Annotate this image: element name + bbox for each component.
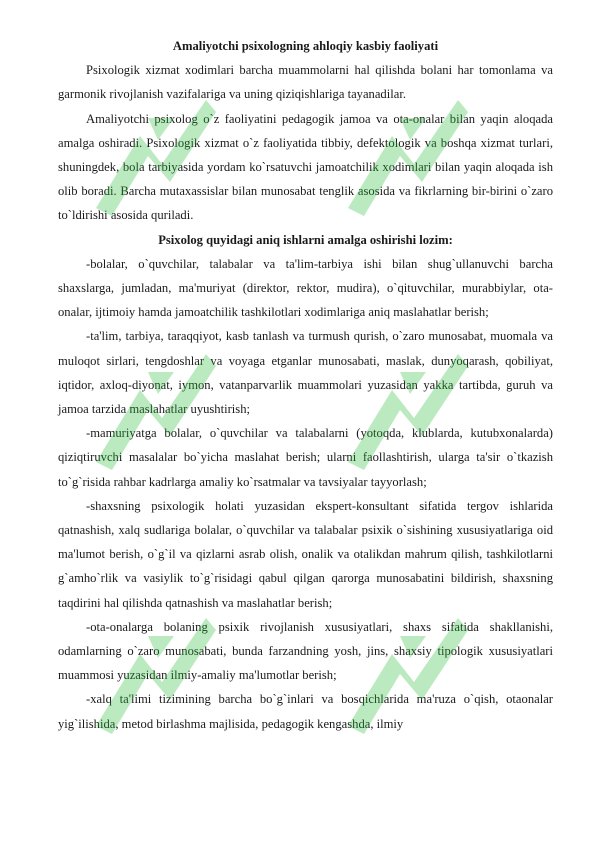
list-item-text: ta'lim, tarbiya, taraqqiyot, kasb tanlash va turmush qurish, o`zaro munosabat, muomala va muloqot sirlari, tengdoshlar va voyaga etganlar munosabati, maslak, dunyoqarash, qobiliyat, iqtidor, axloq-diyonat, iymon, vatanparvarlik muammolari yuzasidan yakka tartibda, guruh va jamoa tarzida maslahatlar uyushtirish; xyxy=(58,329,553,417)
list-item xyxy=(58,324,553,421)
paragraph-2: Amaliyotchi psixolog o`z faoliyatini pedagogik jamoa va ota-onalar bilan yaqin aloqada amalga oshiradi. Psixologik xizmat o`z faoliyatida tibbiy, defektologik va boshqa xizmat turlari, shuningdek, bola tarbiyasida yordam ko`rsatuvchi jamoatchilik xodimlari bilan yaqin aloqada ish olib boradi. Barcha mutaxassislar bilan munosabat tenglik asosida va fikrlarning bir-birini o`zaro to`ldirishi asosida quriladi. xyxy=(58,111,553,223)
list-item-text: bolalar, o`quvchilar, talabalar va ta'lim-tarbiya ishi bilan shug`ullanuvchi barcha shaxslarga, jumladan, ma'muriyat (direktor, rektor, mudira), o`qituvchilar, murabbiylar, ota-onalar, ijtimoiy hamda jamoatchilik tashkilotlari xodimlariga aniq maslahatlar berish; xyxy=(58,256,553,320)
section-subtitle: Psixolog quyidagi aniq ishlarni amalga oshirishi lozim: xyxy=(158,232,453,247)
list-item-text: ota-onalarga bolaning psixik rivojlanish xususiyatlari, shaxs sifatida shakllanishi, odamlarning o`zaro munosabati, bunda farzandning yosh, jins, shaxsiy tipologik xususiyatlari muammosi yuzasidan ilmiy-amaliy ma'lumotlar berish; xyxy=(58,619,553,683)
paragraph-1: Psixologik xizmat xodimlari barcha muammolarni hal qilishda bolani har tomonlama va garmonik rivojlanish vazifalariga va uning qiziqishlariga tayanadilar. xyxy=(58,63,553,102)
list-item xyxy=(58,615,553,688)
list-marker: - xyxy=(86,692,91,707)
list-item xyxy=(58,494,553,615)
list-item xyxy=(58,687,553,735)
list-marker: - xyxy=(86,256,91,271)
list-item xyxy=(58,421,553,494)
document-page xyxy=(58,34,553,736)
list-item-text: mamuriyatga bolalar, o`quvchilar va talabalarni (yotoqda, klublarda, kutubxonalarda) qiziqtiruvchi masalalar bo`yicha maslahat berish; ularni faollashtirish, ularga ta'sir o`tkazish to`g`risida rahbar kadrlarga amaliy ko`rsatmalar va tavsiyalar tayyorlash; xyxy=(58,426,553,489)
list-marker: - xyxy=(86,619,91,634)
list-item-text: xalq ta'limi tizimining barcha bo`g`inlari va bosqichlarida ma'ruza o`qish, otaonalar yig`ilishida, metod birlashma majlisida, pedagogik kengashda, ilmiy xyxy=(58,692,553,731)
list-marker: - xyxy=(86,426,91,441)
list-marker: - xyxy=(86,329,91,344)
list-item-text: shaxsning psixologik holati yuzasidan ekspert-konsultant sifatida tergov ishlarida qatnashish, xalq sudlariga bolalar, o`quvchilar va talabalar psixik o`sishining xususiyatlariga oid ma'lumot berish, o`g`il va qizlarni asrab olish, onalik va otalikdan mahrum qilish, tashkilotlarni g`amho`rlik va vasiylik to`g`risidagi qabul qilgan qarorga munosabatini bildirish, shaxsning taqdirini hal qilishda qatnashish va maslahatlar berish; xyxy=(58,498,553,610)
document-title: Amaliyotchi psixologning ahloqiy kasbiy faoliyati xyxy=(172,39,439,53)
list-item xyxy=(58,252,553,325)
list-marker: - xyxy=(86,498,91,513)
